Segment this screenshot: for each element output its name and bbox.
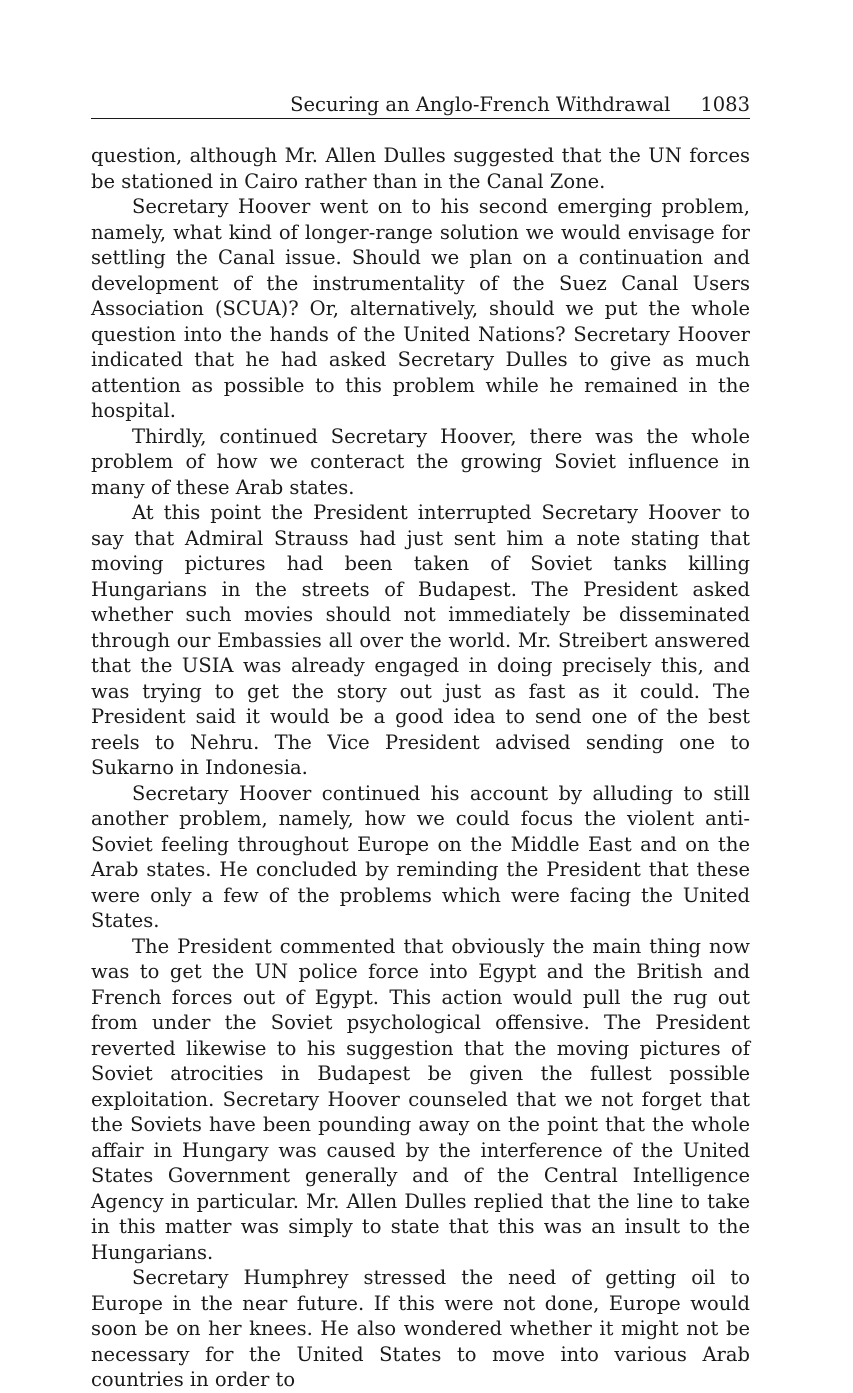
paragraph: Thirdly, continued Secretary Hoover, there was the whole problem of how we conteract the growing Soviet influence in many of these Arab states. <box>91 424 750 499</box>
paragraph: The President commented that obviously the main thing now was to get the UN police force into Egypt and the British and French forces out of Egypt. This action would pull the rug out from under the Soviet psychological offensive. The President reverted likewise to his suggestion that the moving pictures of Soviet atrocities in Budapest be given the fullest possible exploitation. Secretary Hoover counseled that we not forget that the Soviets have been pounding away on the point that the whole affair in Hungary was caused by the interference of the United States Government generally and of the Central Intelligence Agency in particular. Mr. Allen Dulles replied that the line to take in this matter was simply to state that this was an insult to the Hungarians. <box>91 934 750 1264</box>
paragraph: Secretary Humphrey stressed the need of getting oil to Europe in the near future. If this were not done, Europe would soon be on her knees. He also wondered whether it might not be necessary for the United States to move into various Arab countries in order to <box>91 1266 750 1391</box>
paragraph: question, although Mr. Allen Dulles suggested that the UN forces be stationed in Cairo rather than in the Canal Zone. <box>91 144 750 193</box>
document-page <box>91 92 750 1393</box>
paragraph: Secretary Hoover continued his account by alluding to still another problem, namely, how we could focus the violent anti-Soviet feeling throughout Europe on the Middle East and on the Arab states. He concluded by reminding the President that these were only a few of the problems which were facing the United States. <box>91 781 750 932</box>
paragraph: At this point the President interrupted Secretary Hoover to say that Admiral Strauss had just sent him a note stating that moving pictures had been taken of Soviet tanks killing Hungarians in the streets of Budapest. The President asked whether such movies should not immediately be disseminated through our Embassies all over the world. Mr. Streibert answered that the USIA was already engaged in doing precisely this, and was trying to get the story out just as fast as it could. The President said it would be a good idea to send one of the best reels to Nehru. The Vice President advised sending one to Sukarno in Indonesia. <box>91 501 750 779</box>
running-title: Securing an Anglo-French Withdrawal <box>290 93 671 116</box>
page-number: 1083 <box>700 93 750 116</box>
body-text <box>91 143 750 1393</box>
paragraph: Secretary Hoover went on to his second emerging problem, namely, what kind of longer-range solution we would envisage for settling the Canal issue. Should we plan on a continuation and development of the instrumentality of the Suez Canal Users Association (SCUA)? Or, alternatively, should we put the whole question into the hands of the United Nations? Secretary Hoover indicated that he had asked Secretary Dulles to give as much attention as possible to this problem while he remained in the hospital. <box>91 195 750 422</box>
running-header <box>91 92 750 119</box>
